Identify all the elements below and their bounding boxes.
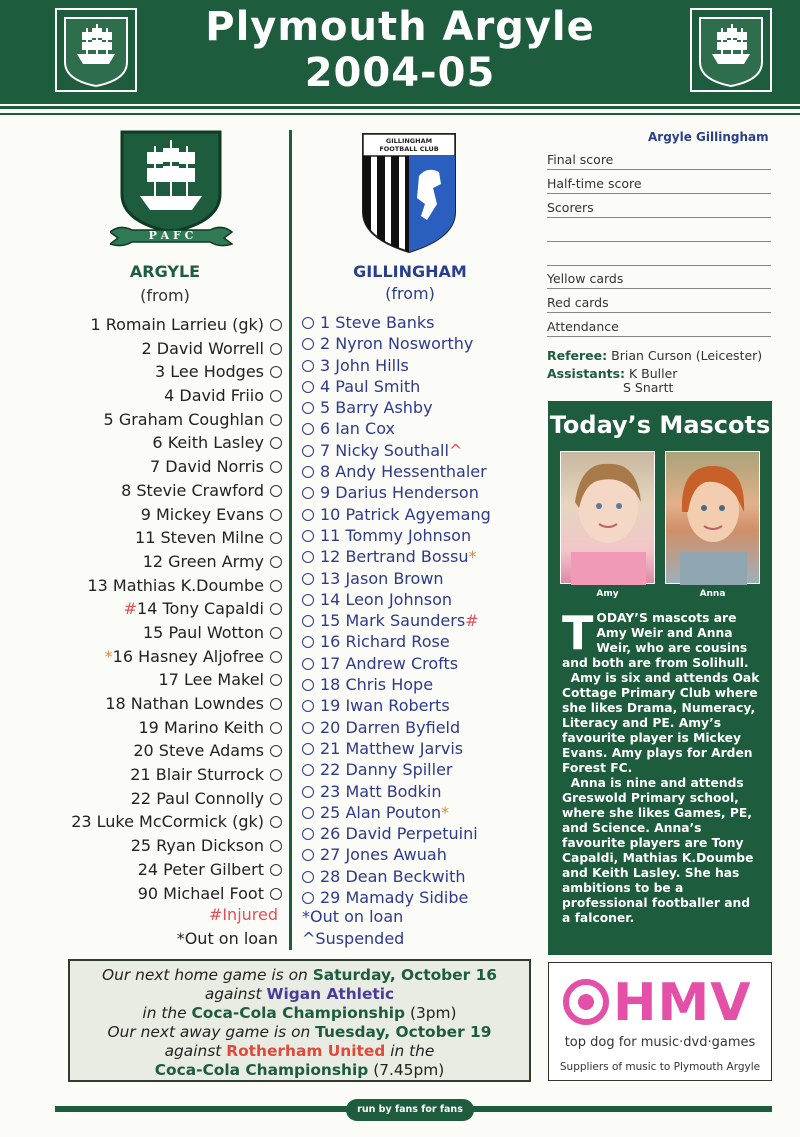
- player-name: Andy Hessenthaler: [335, 462, 487, 482]
- gillingham-player-row: [302, 802, 532, 823]
- selection-circle-icon: [302, 636, 314, 648]
- player-number: 9: [320, 483, 331, 503]
- selection-circle-icon: [302, 807, 314, 819]
- gillingham-legend-suspended: ^Suspended: [302, 929, 405, 948]
- hmv-dog-logo-icon: [563, 979, 609, 1025]
- player-name: Matt Bodkin: [345, 781, 442, 801]
- gillingham-player-row: [302, 759, 532, 780]
- hmv-logo: HMV: [613, 973, 752, 1033]
- selection-circle-icon: [270, 888, 282, 900]
- player-name: Lee Makel: [184, 670, 264, 690]
- selection-circle-icon: [302, 722, 314, 734]
- argyle-player-row: [20, 313, 282, 337]
- selection-circle-icon: [302, 423, 314, 435]
- mascot-photo-amy: [560, 451, 655, 584]
- argyle-legend-loan: *Out on loan: [176, 929, 278, 948]
- pafc-crest-right: [690, 8, 772, 92]
- player-number: 17: [158, 670, 179, 690]
- player-number: 25: [320, 802, 341, 822]
- gillingham-player-row: [302, 525, 532, 546]
- gillingham-player-row: [302, 418, 532, 439]
- argyle-player-row: [20, 834, 282, 858]
- argyle-player-row: [20, 645, 282, 669]
- argyle-player-row: [20, 787, 282, 811]
- argyle-player-row: [20, 526, 282, 550]
- player-number: 18: [320, 675, 341, 695]
- player-number: 22: [320, 760, 341, 780]
- selection-circle-icon: [270, 769, 282, 781]
- player-number: 7: [320, 440, 331, 460]
- selection-circle-icon: [270, 319, 282, 331]
- player-name: David Friio: [179, 386, 264, 406]
- selection-circle-icon: [302, 381, 314, 393]
- player-number: 14: [137, 599, 158, 619]
- selection-circle-icon: [270, 722, 282, 734]
- header-rule-thin: [0, 113, 800, 115]
- crest-banner-letters: P A F C: [148, 229, 194, 242]
- selection-circle-icon: [270, 366, 282, 378]
- selection-circle-icon: [302, 402, 314, 414]
- gillingham-player-row: [302, 738, 532, 759]
- selection-circle-icon: [302, 445, 314, 457]
- halftime-score-row: Half-time score: [547, 176, 771, 194]
- player-number: 3: [320, 355, 331, 375]
- player-number: 16: [112, 646, 134, 666]
- red-cards-row: Red cards: [547, 295, 771, 313]
- status-marker: *: [468, 547, 477, 567]
- player-name: Keith Lasley: [167, 433, 264, 453]
- player-number: 14: [320, 589, 341, 609]
- player-name: Peter Gilbert: [163, 859, 264, 879]
- player-number: 2: [141, 338, 152, 358]
- player-number: 4: [320, 376, 331, 396]
- selection-circle-icon: [270, 390, 282, 402]
- player-name: Richard Rose: [345, 632, 450, 652]
- hmv-advert: [548, 962, 772, 1081]
- gillingham-from-label: (from): [385, 284, 435, 303]
- selection-circle-icon: [302, 828, 314, 840]
- selection-circle-icon: [270, 674, 282, 686]
- selection-circle-icon: [302, 743, 314, 755]
- player-number: 90: [137, 883, 159, 903]
- selection-circle-icon: [302, 871, 314, 883]
- player-number: 11: [320, 525, 341, 545]
- player-number: 1: [320, 313, 331, 332]
- column-divider: [289, 130, 292, 950]
- selection-circle-icon: [302, 338, 314, 350]
- player-number: 16: [320, 632, 341, 652]
- gillingham-player-row: [302, 610, 532, 631]
- player-name: Michael Foot: [163, 883, 264, 903]
- player-name: David Norris: [165, 457, 264, 477]
- player-name: Tommy Johnson: [345, 525, 472, 545]
- hmv-supplier: Suppliers of music to Plymouth Argyle: [559, 1061, 761, 1073]
- player-name: David Worrell: [156, 338, 264, 358]
- mascots-panel: [548, 401, 772, 955]
- status-marker: #: [123, 599, 138, 619]
- season-title: 2004-05: [304, 50, 496, 96]
- gillingham-player-row: [302, 717, 532, 738]
- gillingham-player-row: [302, 589, 532, 610]
- player-number: 4: [164, 386, 175, 406]
- argyle-player-row: [20, 597, 282, 621]
- gillingham-player-row: [302, 333, 532, 354]
- player-number: 13: [87, 575, 108, 595]
- player-number: 19: [320, 696, 341, 716]
- argyle-crest: [110, 124, 245, 254]
- selection-circle-icon: [270, 485, 282, 497]
- final-score-row: Final score: [547, 152, 771, 170]
- player-number: 15: [142, 622, 164, 642]
- status-marker: *: [441, 802, 450, 822]
- scorecard-heading: Argyle Gillingham: [648, 130, 769, 144]
- gillingham-player-row: [302, 631, 532, 652]
- attendance-row: Attendance: [547, 319, 771, 337]
- assistant-2: S Snartt: [623, 380, 674, 395]
- argyle-player-row: [20, 574, 282, 598]
- player-name: Paul Wotton: [168, 622, 264, 642]
- gillingham-player-row: [302, 312, 532, 333]
- player-number: 23: [71, 812, 92, 832]
- player-name: Jason Brown: [345, 568, 444, 588]
- player-name: Andrew Crofts: [345, 653, 459, 673]
- gillingham-player-row: [302, 674, 532, 695]
- player-name: Mamady Sidibe: [345, 888, 469, 908]
- argyle-from-label: (from): [140, 286, 190, 305]
- player-number: 12: [142, 551, 164, 571]
- player-number: 28: [320, 866, 341, 886]
- player-name: Iwan Roberts: [345, 696, 450, 716]
- player-name: Paul Smith: [335, 376, 421, 396]
- selection-circle-icon: [270, 698, 282, 710]
- player-number: 8: [320, 462, 331, 482]
- player-name: Chris Hope: [345, 675, 434, 695]
- gillingham-player-row: [302, 887, 532, 908]
- player-number: 22: [130, 788, 152, 808]
- selection-circle-icon: [270, 509, 282, 521]
- selection-circle-icon: [270, 461, 282, 473]
- argyle-player-row: [20, 431, 282, 455]
- mascot-caption-anna: Anna: [699, 589, 726, 599]
- selection-circle-icon: [302, 849, 314, 861]
- status-marker: ^: [448, 440, 463, 460]
- scorers-row: Scorers: [547, 200, 771, 218]
- player-name: Stevie Crawford: [136, 480, 264, 500]
- selection-circle-icon: [270, 603, 282, 615]
- player-number: 17: [320, 653, 341, 673]
- mascots-article: TODAY’S mascots are Amy Weir and Anna Weir, who are cousins and both are from Solihull. Amy is six and attends Oak Cottage Primary Club where she likes Drama, Numeracy, Literacy and PE. Amy’s favourite player is Mickey Evans. Amy plays for Arden Forest FC. Anna is nine and attends Greswold Primary school, where she likes Games, PE, and Science. Anna’s favourite players are Tony Capaldi, Mathias K.Doumbe and Keith Lasley. She has ambitions to be a professional footballer and a falconer.: [562, 606, 760, 925]
- argyle-heading: ARGYLE: [129, 262, 201, 281]
- selection-circle-icon: [302, 509, 314, 521]
- selection-circle-icon: [270, 437, 282, 449]
- argyle-player-row: [20, 668, 282, 692]
- player-name: Ian Cox: [335, 419, 395, 439]
- mascot-caption-amy: Amy: [596, 589, 619, 599]
- referee-line: Referee: Brian Curson (Leicester): [547, 348, 763, 363]
- player-name: Paul Connolly: [156, 788, 264, 808]
- pafc-crest-left: [55, 8, 137, 92]
- selection-circle-icon: [302, 658, 314, 670]
- player-number: 21: [130, 765, 151, 785]
- player-name: Nicky Southall: [335, 440, 449, 460]
- gillingham-player-row: [302, 504, 532, 525]
- player-number: 23: [320, 781, 341, 801]
- argyle-player-row: [20, 503, 282, 527]
- selection-circle-icon: [302, 764, 314, 776]
- player-name: Ryan Dickson: [156, 836, 264, 856]
- player-name: Romain Larrieu (gk): [105, 315, 264, 334]
- gillingham-squad-list: [302, 312, 532, 908]
- player-name: Luke McCormick (gk): [96, 812, 264, 832]
- argyle-player-row: [20, 858, 282, 882]
- gillingham-player-row: [302, 823, 532, 844]
- argyle-player-row: [20, 455, 282, 479]
- player-number: 21: [320, 738, 341, 758]
- player-name: Steve Adams: [158, 741, 264, 761]
- selection-circle-icon: [302, 466, 314, 478]
- hmv-tagline: top dog for music·dvd·games: [564, 1035, 756, 1050]
- player-name: Danny Spiller: [345, 760, 453, 780]
- player-number: 27: [320, 845, 341, 865]
- argyle-player-row: [20, 692, 282, 716]
- selection-circle-icon: [270, 816, 282, 828]
- player-number: 3: [155, 362, 166, 382]
- player-number: 10: [320, 504, 341, 524]
- player-name: Alan Pouton: [345, 802, 442, 822]
- gillingham-player-row: [302, 397, 532, 418]
- player-number: 5: [320, 398, 331, 418]
- argyle-squad-list: [20, 313, 282, 905]
- argyle-player-row: [20, 337, 282, 361]
- argyle-player-row: [20, 550, 282, 574]
- player-name: Tony Capaldi: [162, 599, 264, 619]
- player-name: Patrick Agyemang: [345, 504, 491, 524]
- player-name: Hasney Aljofree: [138, 646, 264, 666]
- argyle-player-row: [20, 384, 282, 408]
- player-number: 20: [133, 741, 154, 761]
- selection-circle-icon: [270, 414, 282, 426]
- gillingham-player-row: [302, 781, 532, 802]
- gillingham-player-row: [302, 440, 532, 461]
- player-name: Matthew Jarvis: [345, 738, 464, 758]
- gillingham-player-row: [302, 866, 532, 887]
- player-name: Mathias K.Doumbe: [112, 575, 264, 595]
- gillingham-player-row: [302, 461, 532, 482]
- player-number: 1: [90, 315, 101, 334]
- player-number: 20: [320, 717, 341, 737]
- scorers-line-3: [547, 248, 771, 266]
- argyle-player-row: [20, 763, 282, 787]
- player-number: 12: [320, 547, 341, 567]
- argyle-player-row: [20, 882, 282, 906]
- gillingham-player-row: [302, 568, 532, 589]
- argyle-player-row: [20, 621, 282, 645]
- gillingham-crest-text: GILLINGHAM FOOTBALL CLUB: [379, 137, 439, 153]
- player-number: 6: [152, 433, 163, 453]
- player-name: Bertrand Bossu: [345, 547, 469, 567]
- player-number: 24: [137, 859, 159, 879]
- scorers-line-2: [547, 224, 771, 242]
- argyle-player-row: [20, 408, 282, 432]
- argyle-player-row: [20, 739, 282, 763]
- argyle-player-row: [20, 479, 282, 503]
- player-number: 26: [320, 824, 341, 844]
- selection-circle-icon: [302, 317, 314, 329]
- selection-circle-icon: [302, 594, 314, 606]
- footer-slogan: run by fans for fans: [346, 1099, 474, 1121]
- selection-circle-icon: [270, 793, 282, 805]
- gillingham-player-row: [302, 546, 532, 567]
- page-title: Plymouth Argyle: [205, 4, 595, 50]
- selection-circle-icon: [270, 627, 282, 639]
- player-number: 7: [150, 457, 161, 477]
- assistants-line: Assistants: K Buller: [547, 366, 678, 381]
- mascots-title: Today’s Mascots: [549, 411, 771, 439]
- yellow-cards-row: Yellow cards: [547, 271, 771, 289]
- player-name: Jones Awuah: [345, 845, 447, 865]
- gillingham-player-row: [302, 695, 532, 716]
- player-name: Graham Coughlan: [118, 409, 264, 429]
- player-number: 18: [105, 694, 126, 713]
- selection-circle-icon: [302, 700, 314, 712]
- player-name: Leon Johnson: [345, 589, 452, 609]
- gillingham-player-row: [302, 482, 532, 503]
- mascot-photo-anna: [665, 451, 760, 584]
- selection-circle-icon: [302, 573, 314, 585]
- selection-circle-icon: [302, 530, 314, 542]
- player-name: Steve Banks: [335, 313, 435, 332]
- dropcap: T: [562, 606, 594, 660]
- player-name: Mark Saunders: [345, 611, 466, 631]
- selection-circle-icon: [302, 360, 314, 372]
- player-number: 8: [121, 480, 132, 500]
- player-name: Blair Sturrock: [155, 765, 264, 785]
- selection-circle-icon: [270, 651, 282, 663]
- selection-circle-icon: [270, 864, 282, 876]
- selection-circle-icon: [270, 580, 282, 592]
- selection-circle-icon: [302, 786, 314, 798]
- gillingham-legend-loan: *Out on loan: [302, 907, 404, 926]
- argyle-legend-injured: #Injured: [208, 905, 278, 924]
- selection-circle-icon: [302, 892, 314, 904]
- player-name: Dean Beckwith: [345, 866, 466, 886]
- gillingham-heading: GILLINGHAM: [353, 262, 467, 281]
- player-number: 11: [135, 528, 156, 548]
- player-name: Barry Ashby: [335, 398, 433, 418]
- selection-circle-icon: [302, 487, 314, 499]
- gillingham-player-row: [302, 844, 532, 865]
- argyle-player-row: [20, 810, 282, 834]
- argyle-player-row: [20, 716, 282, 740]
- status-marker: *: [104, 646, 113, 666]
- next-games-box: Our next home game is on Saturday, October 16 against Wigan Athletic in the Coca-Cola Championship (3pm) Our next away game is on Tuesday, October 19 against Rotherham United in the Coca-Cola Championship (7.45pm): [68, 959, 531, 1082]
- selection-circle-icon: [270, 532, 282, 544]
- gillingham-crest: [361, 132, 457, 254]
- player-name: Nathan Lowndes: [130, 694, 264, 713]
- player-number: 15: [320, 611, 341, 631]
- player-name: David Perpetuini: [345, 824, 478, 844]
- selection-circle-icon: [302, 615, 314, 627]
- player-number: 29: [320, 888, 341, 908]
- selection-circle-icon: [270, 556, 282, 568]
- player-name: John Hills: [335, 355, 409, 375]
- player-number: 13: [320, 568, 341, 588]
- player-number: 5: [103, 409, 114, 429]
- player-number: 25: [130, 836, 152, 856]
- player-name: Steven Milne: [160, 528, 264, 548]
- player-number: 6: [320, 419, 331, 439]
- player-number: 19: [138, 717, 159, 737]
- player-name: Lee Hodges: [170, 362, 264, 382]
- gillingham-player-row: [302, 355, 532, 376]
- selection-circle-icon: [270, 343, 282, 355]
- selection-circle-icon: [302, 679, 314, 691]
- selection-circle-icon: [302, 551, 314, 563]
- player-number: 9: [140, 504, 151, 524]
- gillingham-player-row: [302, 653, 532, 674]
- player-name: Mickey Evans: [156, 504, 264, 524]
- selection-circle-icon: [270, 745, 282, 757]
- player-name: Darren Byfield: [345, 717, 461, 737]
- gillingham-player-row: [302, 376, 532, 397]
- player-name: Nyron Nosworthy: [335, 334, 474, 354]
- selection-circle-icon: [270, 840, 282, 852]
- player-name: Darius Henderson: [335, 483, 479, 503]
- argyle-player-row: [20, 360, 282, 384]
- header-rule: [0, 106, 800, 109]
- status-marker: #: [465, 611, 479, 631]
- player-name: Green Army: [168, 551, 264, 571]
- player-name: Marino Keith: [163, 717, 264, 737]
- player-number: 2: [320, 334, 331, 354]
